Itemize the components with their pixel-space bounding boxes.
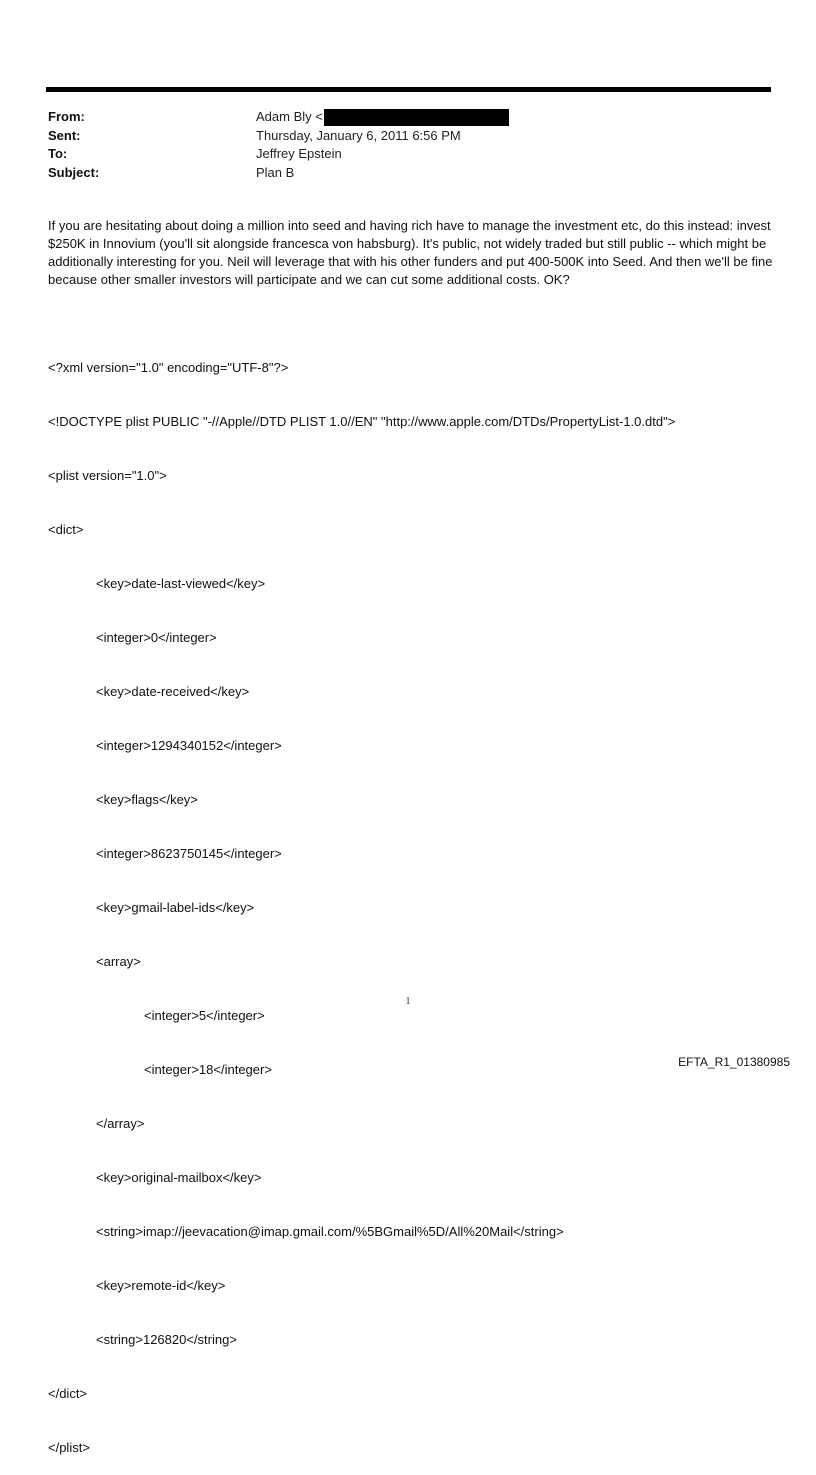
xml-line: <!DOCTYPE plist PUBLIC "-//Apple//DTD PLIST 1.0//EN" "http://www.apple.com/DTDs/PropertyList-1.0.dtd"> (48, 414, 676, 429)
xml-line: <string>imap://jeevacation@imap.gmail.com/%5BGmail%5D/All%20Mail</string> (96, 1224, 564, 1239)
xml-line: <integer>8623750145</integer> (96, 846, 282, 861)
xml-line: </plist> (48, 1440, 90, 1455)
sent-row (48, 127, 509, 146)
subject-label: Subject: (48, 164, 100, 180)
from-row (48, 108, 509, 127)
xml-line: </array> (96, 1116, 145, 1131)
xml-line: <?xml version="1.0" encoding="UTF-8"?> (48, 360, 289, 375)
subject-value: Plan B (256, 164, 295, 180)
xml-line: <integer>1294340152</integer> (96, 738, 282, 753)
xml-line: <integer>5</integer> (144, 1008, 265, 1023)
to-value: Jeffrey Epstein (256, 146, 342, 161)
from-value: Adam Bly < (256, 109, 323, 124)
email-body (48, 217, 776, 289)
xml-line: <key>date-last-viewed</key> (96, 576, 266, 591)
plist-xml-block (48, 323, 675, 1475)
body-paragraph: If you are hesitating about doing a million into seed and having rich have to manage the investment etc, do this instead: invest $250K in Innovium (you'll sit alongside francesca von habsburg). It's public, not widely traded but still public -- which might be additionally interesting for you. Neil will leverage that with his other funders and put 400-500K into Seed. And then we'll be fine because other smaller investors will participate and we can cut some additional costs. OK? (48, 218, 773, 287)
xml-line: <key>gmail-label-ids</key> (96, 900, 255, 915)
to-label: To: (48, 146, 68, 161)
xml-line: <key>flags</key> (96, 792, 198, 807)
header-divider (46, 87, 771, 92)
xml-line: <array> (96, 954, 141, 969)
subject-row (48, 164, 509, 183)
sent-value: Thursday, January 6, 2011 6:56 PM (256, 127, 461, 143)
xml-line: <key>date-received</key> (96, 684, 250, 699)
document-id: EFTA_R1_01380985 (678, 1055, 790, 1069)
xml-line: <key>remote-id</key> (96, 1278, 226, 1293)
xml-line: <dict> (48, 522, 84, 537)
email-header (48, 108, 509, 182)
xml-line: <plist version="1.0"> (48, 468, 167, 483)
xml-line: <string>126820</string> (96, 1332, 237, 1347)
redaction-box (324, 109, 509, 126)
xml-line: <integer>0</integer> (96, 630, 217, 645)
page-number: 1 (405, 996, 411, 1007)
sent-label: Sent: (48, 127, 81, 143)
to-row (48, 145, 509, 164)
xml-line: <key>original-mailbox</key> (96, 1170, 262, 1185)
from-label: From: (48, 109, 85, 124)
xml-line: <integer>18</integer> (144, 1062, 272, 1077)
xml-line: </dict> (48, 1386, 88, 1401)
